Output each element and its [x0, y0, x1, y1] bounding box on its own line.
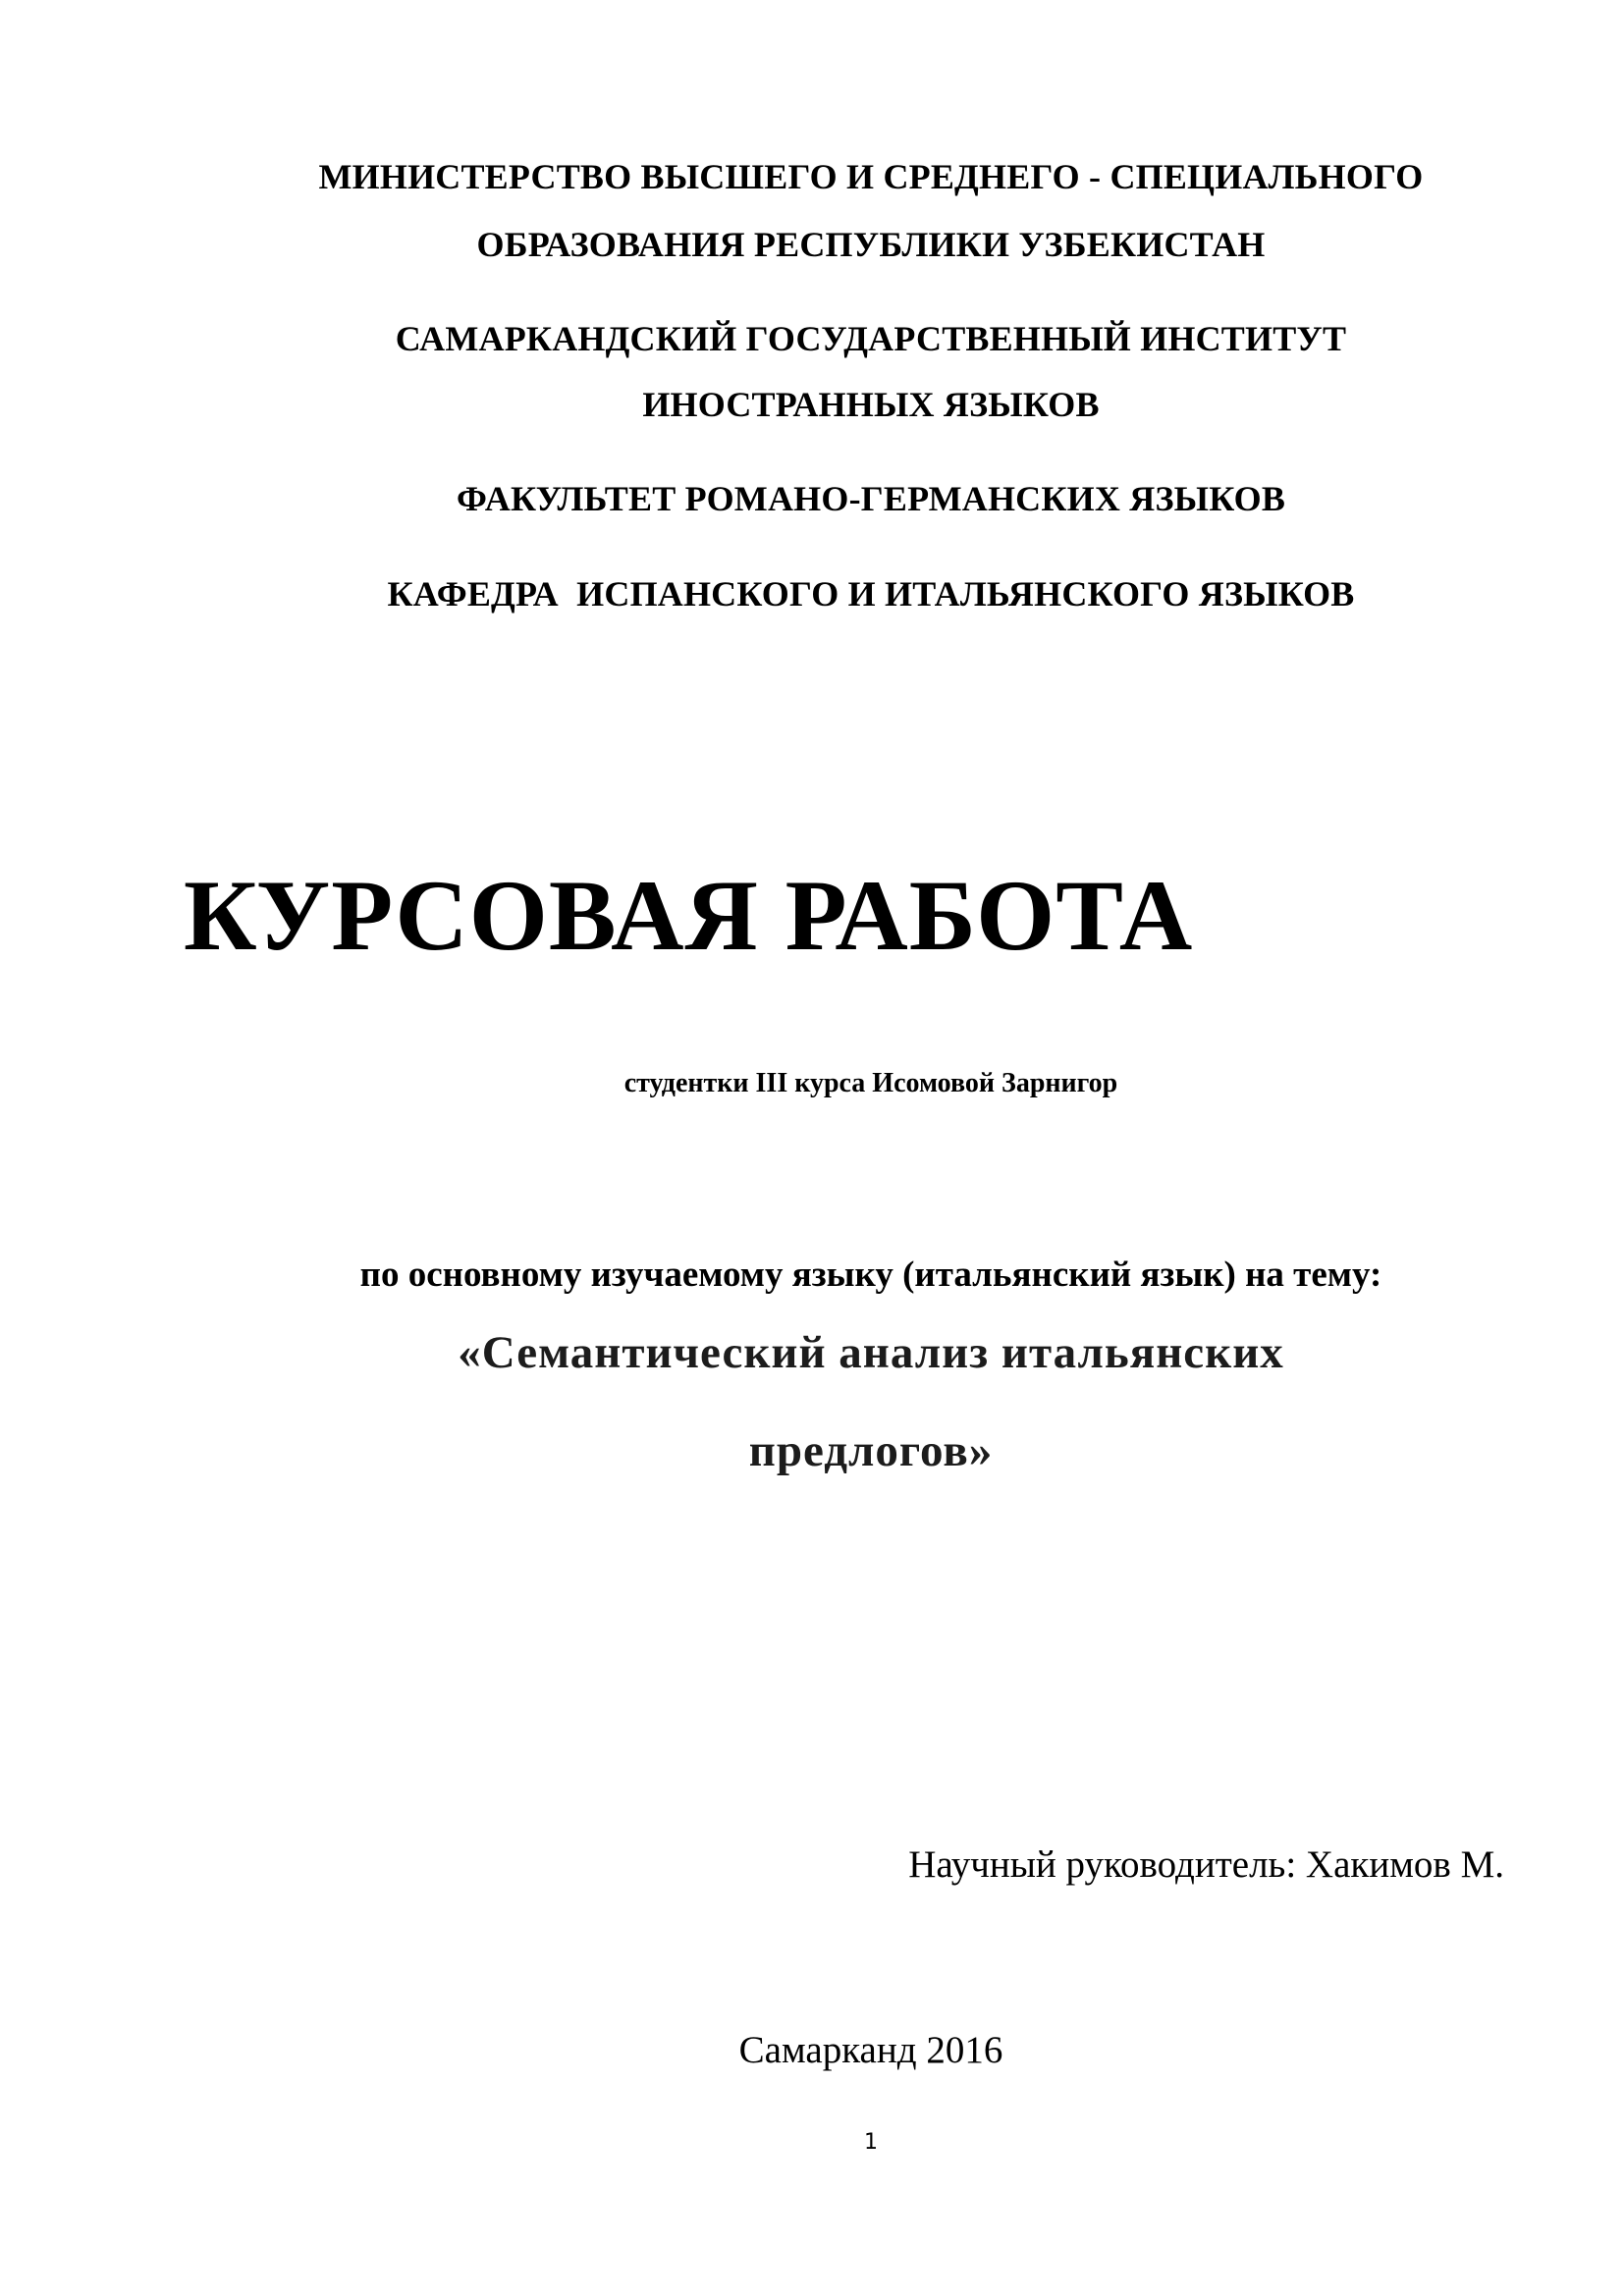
topic-line-2: предлогов» — [748, 1425, 994, 1476]
ministry-line-1: МИНИСТЕРСТВО ВЫСШЕГО И СРЕДНЕГО - СПЕЦИАЛЬНОГО — [318, 157, 1424, 196]
page-number: 1 — [864, 2130, 878, 2155]
subject-intro-line: по основному изучаемому языку (итальянский язык) на тему: — [359, 1255, 1382, 1295]
institute-line-2: ИНОСТРАННЫХ ЯЗЫКОВ — [642, 385, 1100, 424]
supervisor-line: Научный руководитель: Хакимов М. — [908, 1843, 1504, 1886]
department-line: КАФЕДРА ИСПАНСКОГО И ИТАЛЬЯНСКОГО ЯЗЫКОВ — [387, 574, 1355, 614]
city-year-line: Самарканд 2016 — [738, 2029, 1003, 2071]
institute-line-1: САМАРКАНДСКИЙ ГОСУДАРСТВЕННЫЙ ИНСТИТУТ — [395, 319, 1347, 358]
topic-line-1: «Семантический анализ итальянских — [458, 1327, 1284, 1378]
document-title: КУРСОВАЯ РАБОТА — [184, 860, 1194, 972]
faculty-line: ФАКУЛЬТЕТ РОМАНО-ГЕРМАНСКИХ ЯЗЫКОВ — [456, 479, 1286, 518]
ministry-line-2: ОБРАЗОВАНИЯ РЕСПУБЛИКИ УЗБЕКИСТАН — [476, 225, 1266, 264]
student-line: студентки III курса Исомовой Зарнигор — [623, 1068, 1118, 1098]
